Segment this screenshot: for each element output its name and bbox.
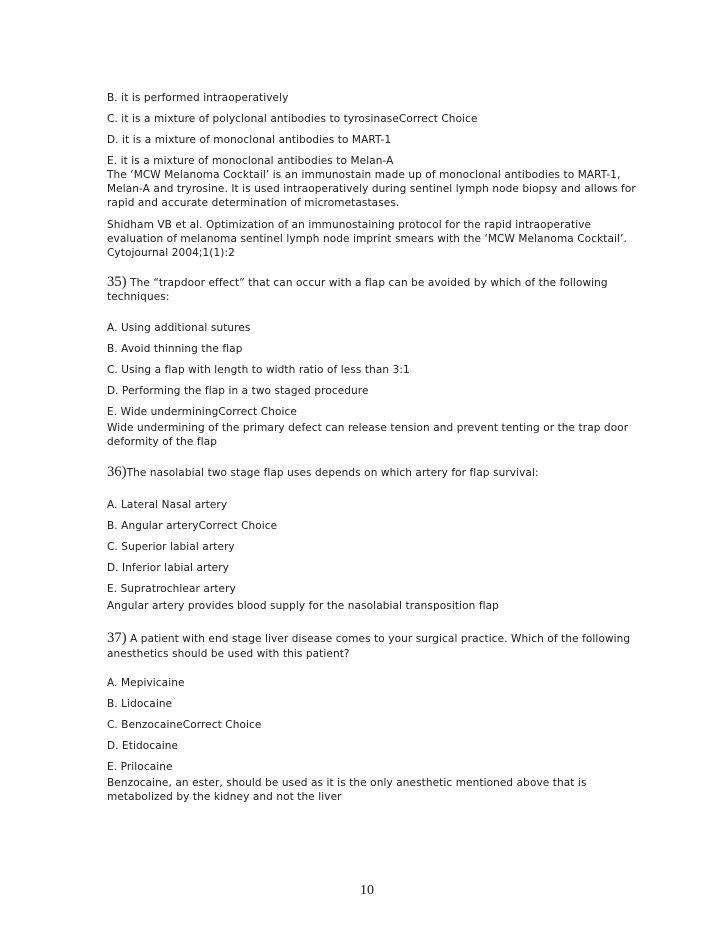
q35-option-b: B. Avoid thinning the flap <box>107 343 243 355</box>
q37-option-b: B. Lidocaine <box>107 698 173 710</box>
q37-question-text: A patient with end stage liver disease comes to your surgical practice. Which of the following <box>126 633 631 645</box>
q36-option-e: E. Supratrochlear artery <box>107 583 236 595</box>
q36-question <box>107 465 539 480</box>
q37-explanation-line: Benzocaine, an ester, should be used as it is the only anesthetic mentioned above that is <box>107 777 587 789</box>
q35-option-a: A. Using additional sutures <box>107 322 251 334</box>
q34-reference-line: evaluation of melanoma sentinel lymph node imprint smears with the ‘MCW Melanoma Cocktail’. <box>107 233 627 245</box>
q37-option-e: E. Prilocaine <box>107 761 173 773</box>
q36-option-a: A. Lateral Nasal artery <box>107 499 228 511</box>
q35-question-text: The “trapdoor effect” that can occur with a flap can be avoided by which of the following <box>126 277 608 289</box>
q35-question <box>107 275 608 290</box>
q35-question-line: techniques: <box>107 291 170 303</box>
q35-option-d: D. Performing the flap in a two staged procedure <box>107 385 369 397</box>
q35-explanation-line: deformity of the flap <box>107 436 218 448</box>
q36-option-b: B. Angular arteryCorrect Choice <box>107 520 278 532</box>
q36-option-c: C. Superior labial artery <box>107 541 235 553</box>
q34-explanation-line: rapid and accurate determination of micrometastases. <box>107 197 400 209</box>
q37-option-d: D. Etidocaine <box>107 740 179 752</box>
page-number: 10 <box>360 883 374 898</box>
q34-reference-line: Shidham VB et al. Optimization of an immunostaining protocol for the rapid intraoperative <box>107 219 592 231</box>
q36-number: 36) <box>107 464 127 480</box>
q37-option-c: C. BenzocaineCorrect Choice <box>107 719 262 731</box>
q34-option-d: D. it is a mixture of monoclonal antibodies to MART-1 <box>107 134 392 146</box>
q37-explanation-line: metabolized by the kidney and not the liver <box>107 791 342 803</box>
q37-question-line: anesthetics should be used with this patient? <box>107 648 350 660</box>
q35-explanation-line: Wide undermining of the primary defect can release tension and prevent tenting or the trap door <box>107 422 629 434</box>
q34-option-c: C. it is a mixture of polyclonal antibodies to tyrosinaseCorrect Choice <box>107 113 478 125</box>
q37-question <box>107 631 630 646</box>
q37-number: 37) <box>107 630 127 646</box>
q36-question-text: The nasolabial two stage flap uses depends on which artery for flap survival: <box>126 467 539 479</box>
q37-option-a: A. Mepivicaine <box>107 677 185 689</box>
q34-explanation-line: The ‘MCW Melanoma Cocktail’ is an immunostain made up of monoclonal antibodies to MART-1, <box>107 169 621 181</box>
q36-option-d: D. Inferior labial artery <box>107 562 229 574</box>
q35-option-e: E. Wide underminingCorrect Choice <box>107 406 297 418</box>
q34-reference-line: Cytojournal 2004;1(1):2 <box>107 247 235 259</box>
q36-explanation: Angular artery provides blood supply for the nasolabial transposition flap <box>107 600 499 612</box>
q35-number: 35) <box>107 274 127 290</box>
q34-option-e: E. it is a mixture of monoclonal antibodies to Melan-A <box>107 155 394 167</box>
q34-explanation-line: Melan-A and tryrosine. It is used intraoperatively during sentinel lymph node biopsy and allows for <box>107 183 636 195</box>
q34-option-b: B. it is performed intraoperatively <box>107 92 289 104</box>
q35-option-c: C. Using a flap with length to width ratio of less than 3:1 <box>107 364 410 376</box>
